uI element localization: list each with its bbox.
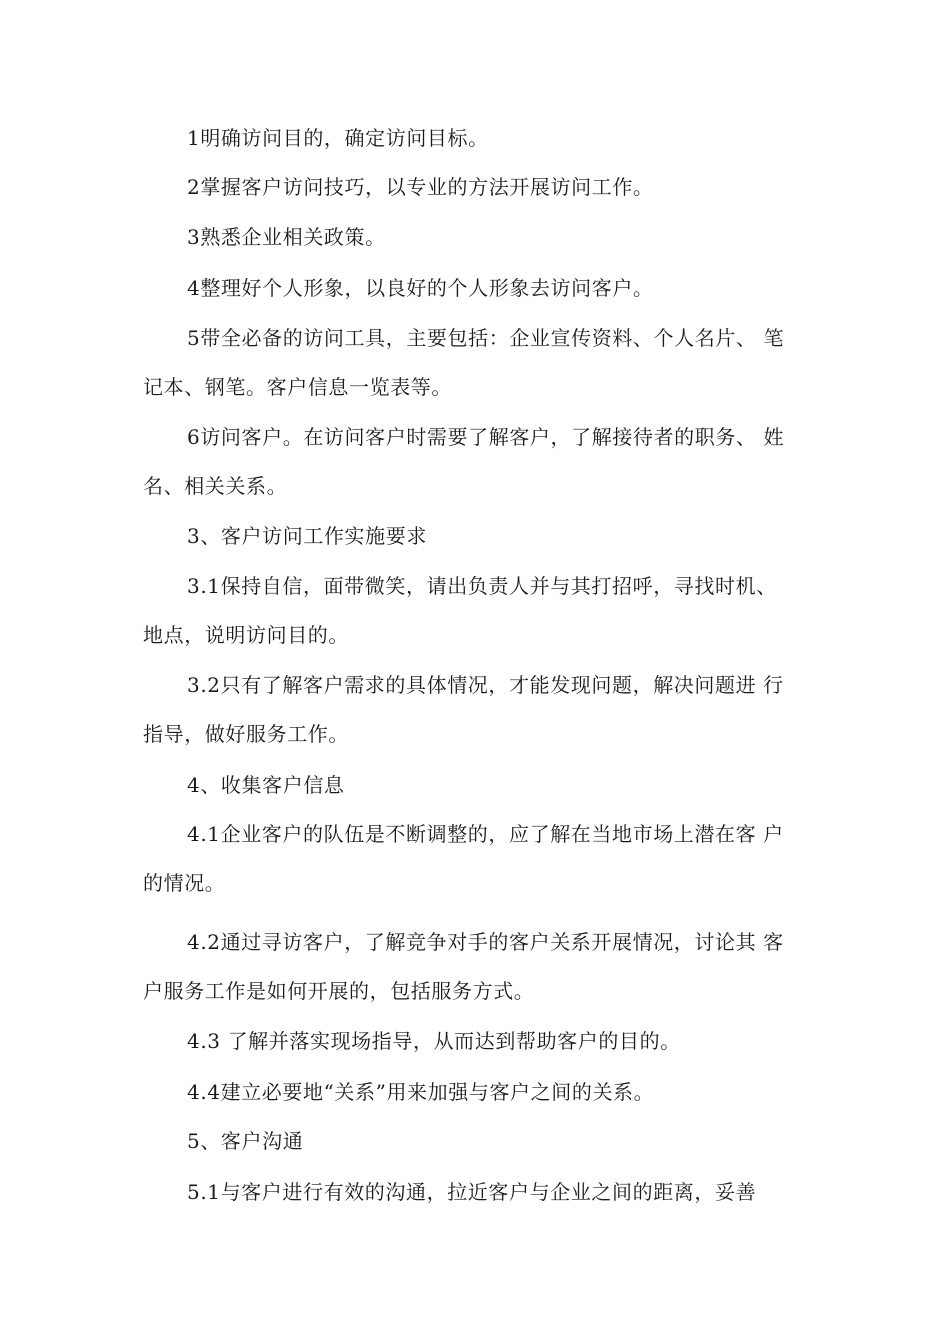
paragraph-line: 3.2只有了解客户需求的具体情况，才能发现问题，解决问题进 行 [187,673,784,697]
paragraph-line: 4.3 了解并落实现场指导，从而达到帮助客户的目的。 [187,1029,681,1053]
paragraph-4-1 [143,810,821,908]
paragraph-3-2 [143,661,821,759]
paragraph-line: 户服务工作是如何开展的，包括服务方式。 [143,979,535,1003]
paragraph-line: 5.1与客户进行有效的沟通，拉近客户与企业之间的距离，妥善 [187,1180,757,1204]
section-heading-line: 4、收集客户信息 [187,773,345,797]
paragraph-line: 指导，做好服务工作。 [143,722,349,746]
paragraph-6 [143,413,821,511]
paragraph-line: 4.2通过寻访客户，了解竞争对手的客户关系开展情况，讨论其 客 [187,930,784,954]
paragraph-line: 3熟悉企业相关政策。 [187,225,386,249]
paragraph-line: 2掌握客户访问技巧，以专业的方法开展访问工作。 [187,175,654,199]
paragraph-1 [143,114,821,163]
paragraph-line: 4.4建立必要地“关系”用来加强与客户之间的关系。 [187,1080,655,1104]
section-heading-3 [143,512,821,561]
section-heading-4 [143,761,821,810]
paragraph-3-1 [143,562,821,660]
paragraph-line: 5带全必备的访问工具，主要包括：企业宣传资料、个人名片、 笔 [187,326,785,350]
paragraph-line: 6访问客户。在访问客户时需要了解客户，了解接待者的职务、 姓 [187,425,785,449]
paragraph-5-1 [143,1168,821,1217]
paragraph-4-3 [143,1017,821,1066]
section-heading-line: 3、客户访问工作实施要求 [187,524,427,548]
paragraph-4-4 [143,1068,821,1117]
paragraph-5 [143,314,821,412]
paragraph-line: 名、相关关系。 [143,474,288,498]
paragraph-line: 4整理好个人形象，以良好的个人形象去访问客户。 [187,276,654,300]
section-heading-line: 5、客户沟通 [187,1129,304,1153]
paragraph-4 [143,264,821,313]
paragraph-2 [143,163,821,212]
paragraph-line: 1明确访问目的，确定访问目标。 [187,126,489,150]
paragraph-line: 4.1企业客户的队伍是不断调整的，应了解在当地市场上潜在客 户 [187,822,784,846]
paragraph-4-2 [143,918,821,1016]
paragraph-line: 3.1保持自信，面带微笑，请出负责人并与其打招呼，寻找时机、 [187,574,777,598]
paragraph-line: 的情况。 [143,871,226,895]
paragraph-3 [143,213,821,262]
section-heading-5 [143,1117,821,1166]
paragraph-line: 地点，说明访问目的。 [143,623,349,647]
paragraph-line: 记本、钢笔。客户信息一览表等。 [143,375,452,399]
